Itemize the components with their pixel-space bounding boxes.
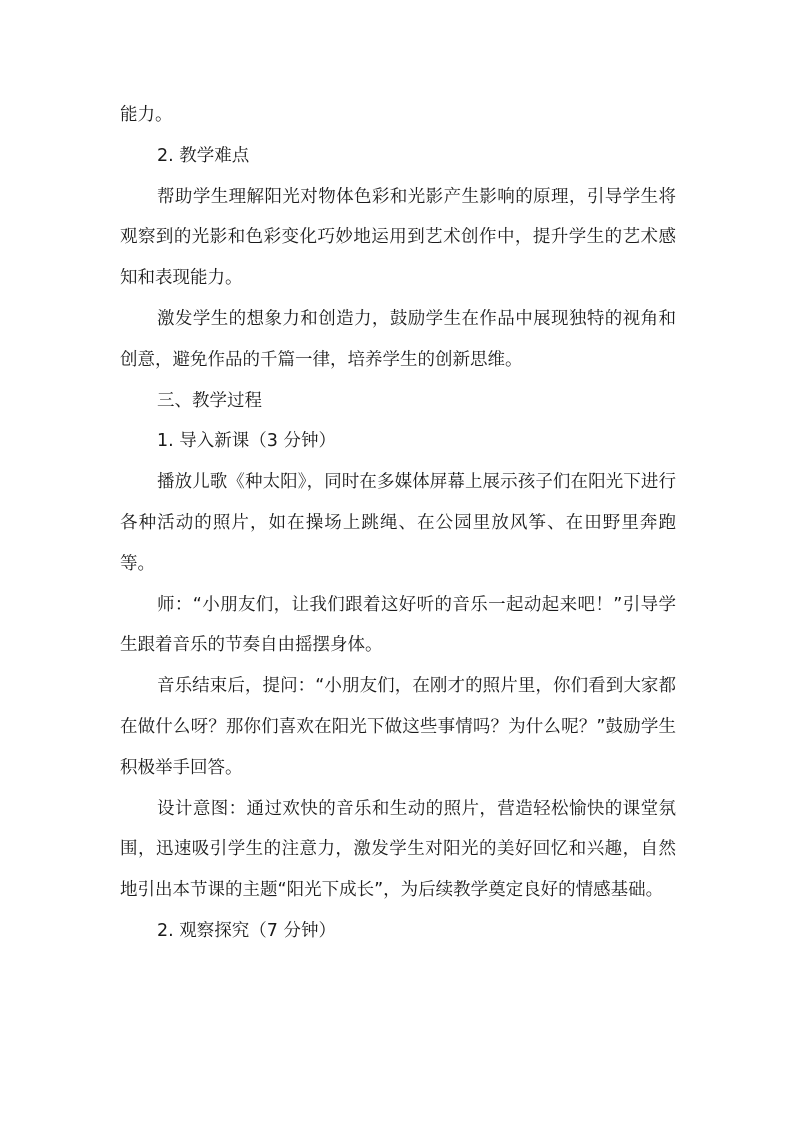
paragraph-difficulty-1: 帮助学生理解阳光对物体色彩和光影产生影响的原理，引导学生将观察到的光影和色彩变化巧妙地运用到艺术创作中，提升学生的艺术感知和表现能力。 xyxy=(120,186,676,289)
heading-introduction: 1. 导入新课（3 分钟） xyxy=(157,431,336,452)
paragraph-difficulty-2: 激发学生的想象力和创造力，鼓励学生在作品中展现独特的视角和创意，避免作品的千篇一律，培养学生的创新思维。 xyxy=(120,308,676,370)
paragraph-play-song: 播放儿歌《种太阳》，同时在多媒体屏幕上展示孩子们在阳光下进行各种活动的照片，如在操场上跳绳、在公园里放风筝、在田野里奔跑等。 xyxy=(120,472,676,574)
paragraph-design-intent: 设计意图：通过欢快的音乐和生动的照片，营造轻松愉快的课堂氛围，迅速吸引学生的注意力，激发学生对阳光的美好回忆和兴趣，自然地引出本节课的主题“阳光下成长”，为后续教学奠定良好的情感基础。 xyxy=(120,798,676,901)
heading-teaching-difficulty: 2. 教学难点 xyxy=(157,145,250,166)
heading-observation: 2. 观察探究（7 分钟） xyxy=(157,920,336,941)
document-body xyxy=(120,95,676,952)
paragraph-ability-end: 能力。 xyxy=(120,105,173,125)
paragraph-after-music: 音乐结束后，提问：“小朋友们，在刚才的照片里，你们看到大家都在做什么呀？那你们喜欢在阳光下做这些事情吗？为什么呢？”鼓励学生积极举手回答。 xyxy=(120,676,676,778)
heading-teaching-process: 三、教学过程 xyxy=(157,390,262,411)
paragraph-teacher-speech: 师：“小朋友们，让我们跟着这好听的音乐一起动起来吧！”引导学生跟着音乐的节奏自由摇摆身体。 xyxy=(120,594,676,656)
